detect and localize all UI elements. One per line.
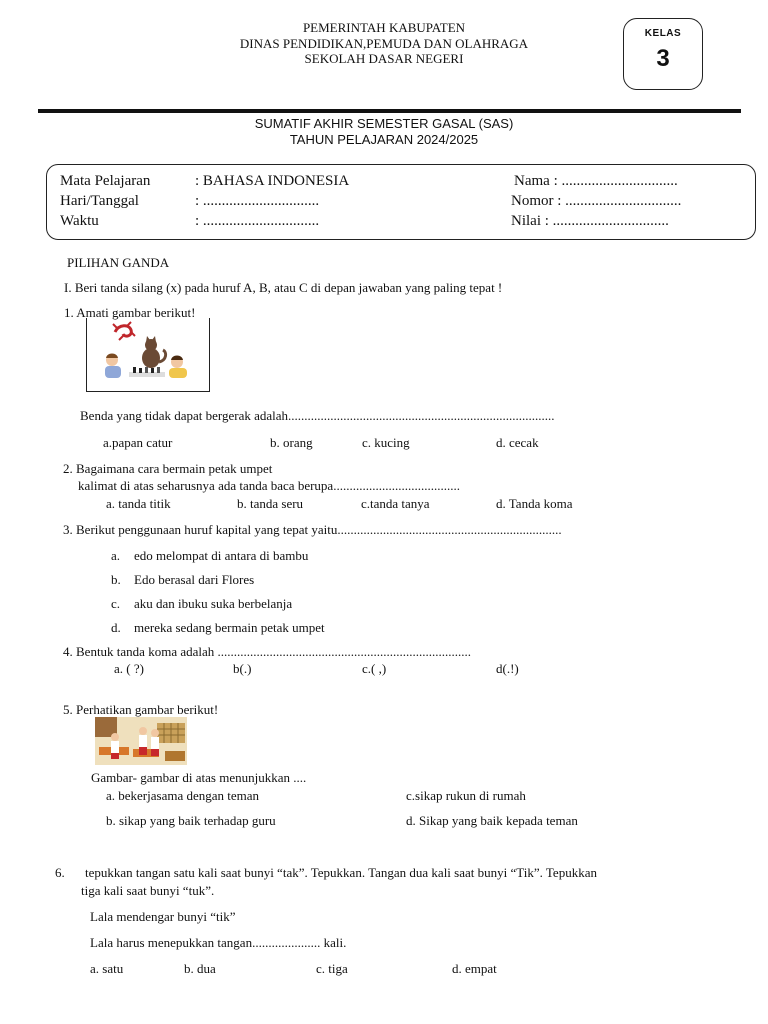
subject-label: Mata Pelajaran <box>60 173 151 189</box>
q3-option-c[interactable]: aku dan ibuku suka berbelanja <box>134 596 293 611</box>
q3-letter-c: c. <box>111 596 121 611</box>
q3-option-b[interactable]: Edo berasal dari Flores <box>134 572 255 587</box>
q5-stem: Gambar- gambar di atas menunjukkan .... <box>91 770 307 785</box>
q6-option-d[interactable]: d. empat <box>452 961 497 976</box>
q6-line2: tiga kali saat bunyi “tuk”. <box>81 883 215 898</box>
q2-line2: kalimat di atas seharusnya ada tanda baca berupa....................................... <box>78 478 460 493</box>
q1-option-a[interactable]: a.papan catur <box>103 435 173 450</box>
section-instruction: I. Beri tanda silang (x) pada huruf A, B, atau C di depan jawaban yang paling tepat ! <box>64 280 503 295</box>
q6-number: 6. <box>55 865 65 880</box>
time-field[interactable]: : ............................... <box>195 213 320 229</box>
date-label: Hari/Tanggal <box>60 193 139 209</box>
q6-option-a[interactable]: a. satu <box>90 961 124 976</box>
q3-stem: 3. Berikut penggunaan huruf kapital yang tepat yaitu..................................................................... <box>63 522 562 537</box>
kelas-box <box>623 18 703 90</box>
header-department: DINAS PENDIDIKAN,PEMUDA DAN OLAHRAGA <box>239 36 529 51</box>
kelas-number: 3 <box>656 45 670 72</box>
q2-option-d[interactable]: d. Tanda koma <box>496 496 573 511</box>
q3-letter-d: d. <box>111 620 121 635</box>
kelas-label: KELAS <box>644 28 682 39</box>
q1-intro: 1. Amati gambar berikut! <box>64 305 196 320</box>
header-government: PEMERINTAH KABUPATEN <box>302 20 466 35</box>
q2-line1: 2. Bagaimana cara bermain petak umpet <box>63 461 273 476</box>
q1-picture-chess <box>86 318 210 392</box>
q6-line3: Lala mendengar bunyi “tik” <box>90 909 236 924</box>
q6-line1: tepukkan tangan satu kali saat bunyi “tak”. Tepukkan. Tangan dua kali saat bunyi “Tik”. Tepukkan <box>85 865 597 880</box>
section-title: PILIHAN GANDA <box>67 255 170 270</box>
q5-intro: 5. Perhatikan gambar berikut! <box>63 702 219 717</box>
header-divider <box>38 109 741 113</box>
q5-picture-classroom <box>95 717 187 765</box>
chess-scene-illustration <box>87 318 211 392</box>
header-school: SEKOLAH DASAR NEGERI <box>304 51 464 66</box>
q3-letter-b: b. <box>111 572 121 587</box>
number-field[interactable]: Nomor : ............................... <box>511 193 682 209</box>
score-field[interactable]: Nilai : ............................... <box>511 213 669 229</box>
q4-option-b[interactable]: b(.) <box>233 661 252 676</box>
q2-option-c[interactable]: c.tanda tanya <box>361 496 430 511</box>
q3-letter-a: a. <box>111 548 121 563</box>
q1-stem: Benda yang tidak dapat bergerak adalah.................................................................................. <box>80 408 555 423</box>
q5-option-d[interactable]: d. Sikap yang baik kepada teman <box>406 813 578 828</box>
name-field[interactable]: Nama : ............................... <box>514 173 678 189</box>
q4-option-a[interactable]: a. ( ?) <box>114 661 144 676</box>
classroom-illustration <box>95 717 187 765</box>
q5-option-a[interactable]: a. bekerjasama dengan teman <box>106 788 260 803</box>
q3-option-a[interactable]: edo melompat di antara di bambu <box>134 548 309 563</box>
q5-option-c[interactable]: c.sikap rukun di rumah <box>406 788 526 803</box>
q3-option-d[interactable]: mereka sedang bermain petak umpet <box>134 620 325 635</box>
q1-option-c[interactable]: c. kucing <box>362 435 410 450</box>
exam-title: SUMATIF AKHIR SEMESTER GASAL (SAS) <box>254 116 514 131</box>
q4-option-c[interactable]: c.( ,) <box>362 661 387 676</box>
q5-option-b[interactable]: b. sikap yang baik terhadap guru <box>106 813 276 828</box>
q6-line4: Lala harus menepukkan tangan..................... kali. <box>90 935 347 950</box>
q4-stem: 4. Bentuk tanda koma adalah .............................................................................. <box>63 644 472 659</box>
q2-option-a[interactable]: a. tanda titik <box>106 496 171 511</box>
date-field[interactable]: : ............................... <box>195 193 320 209</box>
q6-option-c[interactable]: c. tiga <box>316 961 348 976</box>
subject-value: : BAHASA INDONESIA <box>195 173 350 189</box>
q2-option-b[interactable]: b. tanda seru <box>237 496 304 511</box>
q4-option-d[interactable]: d(.!) <box>496 661 519 676</box>
q1-option-b[interactable]: b. orang <box>270 435 313 450</box>
q1-option-d[interactable]: d. cecak <box>496 435 539 450</box>
q6-option-b[interactable]: b. dua <box>184 961 216 976</box>
time-label: Waktu <box>60 213 99 229</box>
exam-year: TAHUN PELAJARAN 2024/2025 <box>289 132 479 147</box>
